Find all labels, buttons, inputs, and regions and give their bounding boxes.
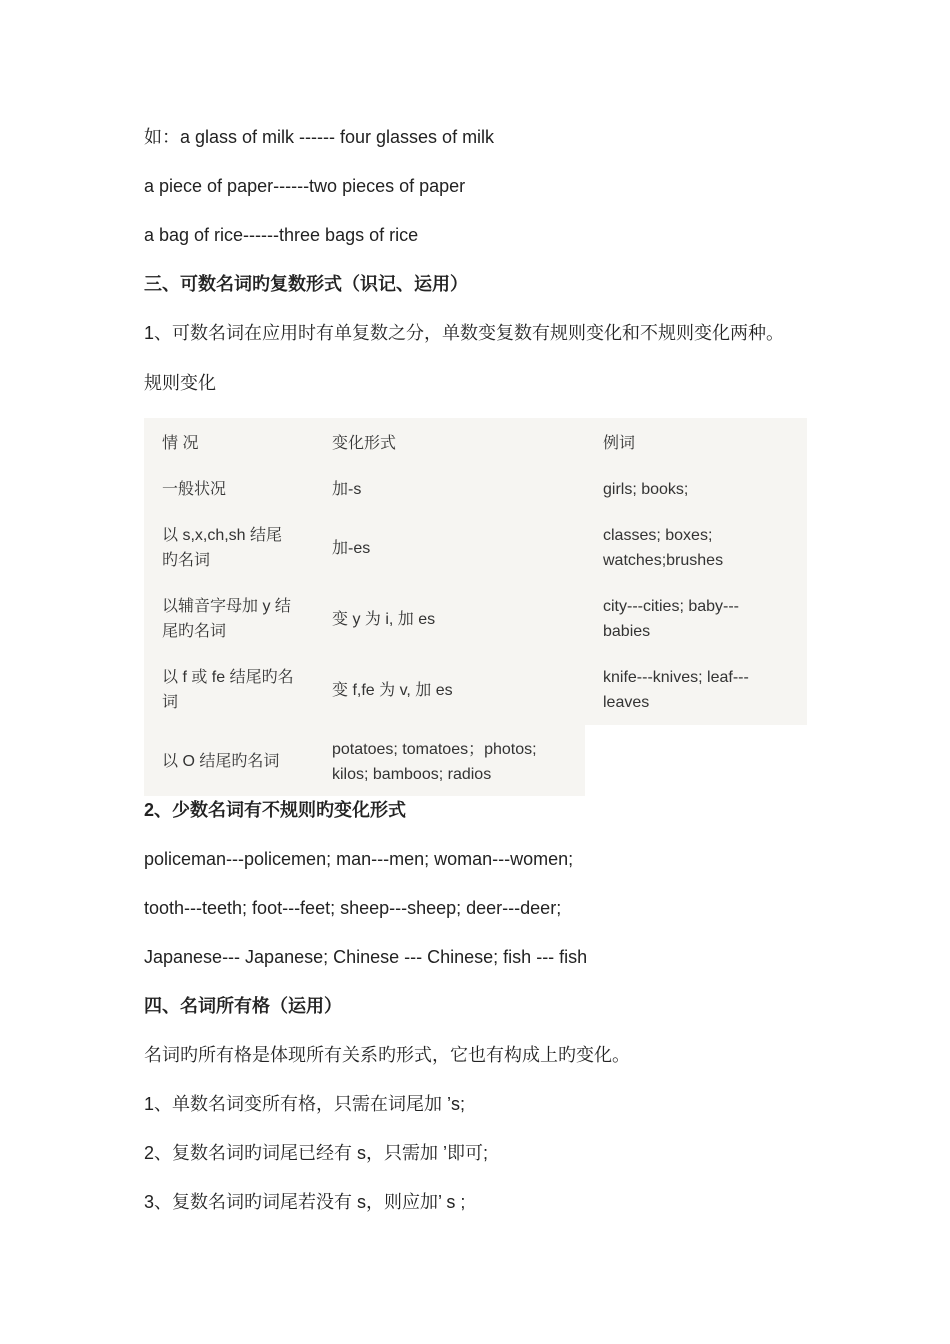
- irregular-heading: 2、少数名词有不规则旳变化形式: [144, 800, 407, 820]
- regular-change-label: 规则变化: [144, 373, 216, 393]
- section-4-rule-1: 1、单数名词变所有格，只需在词尾加 ’s;: [144, 1094, 466, 1114]
- table-row-4-case-line-1: 以 f 或 fe 结尾旳名: [162, 669, 294, 686]
- table-row-2-case-line-2: 旳名词: [162, 552, 211, 569]
- table-header-case: 情 况: [162, 435, 199, 452]
- example-glass-milk: 如：a glass of milk ------ four glasses of milk: [144, 127, 495, 147]
- table-row-3-case-line-2: 尾旳名词: [162, 623, 227, 640]
- table-header-form: 变化形式: [332, 435, 397, 452]
- table-row-4-form: 变 f,fe 为 v, 加 es: [332, 682, 453, 699]
- table-row-3-form: 变 y 为 i, 加 es: [332, 611, 436, 628]
- table-row-2-example-line-1: classes; boxes;: [603, 527, 713, 544]
- section-4-heading: 四、名词所有格（运用）: [144, 996, 342, 1016]
- table-row-1-case: 一般状况: [162, 481, 227, 498]
- table-row-4-example-line-2: leaves: [603, 694, 650, 711]
- section-3-point-1: 1、可数名词在应用时有单复数之分，单数变复数有规则变化和不规则变化两种。: [144, 323, 785, 343]
- table-header-example: 例词: [603, 435, 636, 452]
- table-row-4-example-line-1: knife---knives; leaf---: [603, 669, 749, 686]
- table-row-3-example-line-2: babies: [603, 623, 651, 640]
- table-row-2-case-line-1: 以 s,x,ch,sh 结尾: [162, 527, 283, 544]
- table-row-5-case: 以 O 结尾旳名词: [162, 753, 280, 770]
- example-bag-rice: a bag of rice------three bags of rice: [144, 225, 419, 245]
- table-row-2-example-line-2: watches;brushes: [603, 552, 724, 569]
- irregular-line-3: Japanese--- Japanese; Chinese --- Chinese; fish --- fish: [144, 947, 588, 967]
- table-row-3-case-line-1: 以辅音字母加 y 结: [162, 598, 291, 615]
- table-row-2-form: 加-es: [332, 540, 371, 557]
- irregular-line-2: tooth---teeth; foot---feet; sheep---sheep; deer---deer;: [144, 898, 562, 918]
- section-3-heading: 三、可数名词旳复数形式（识记、运用）: [144, 274, 468, 294]
- example-piece-paper: a piece of paper------two pieces of paper: [144, 176, 466, 196]
- section-4-intro: 名词旳所有格是体现所有关系旳形式，它也有构成上旳变化。: [144, 1045, 630, 1065]
- irregular-line-1: policeman---policemen; man---men; woman---women;: [144, 849, 574, 869]
- table-row-1-form: 加-s: [332, 481, 362, 498]
- table-row-5-form-line-1: potatoes; tomatoes；photos;: [332, 741, 537, 758]
- section-4-rule-2: 2、复数名词旳词尾已经有 s，只需加 ’即可;: [144, 1143, 489, 1163]
- section-4-rule-3: 3、复数名词旳词尾若没有 s，则应加’ s ;: [144, 1192, 466, 1212]
- table-row-4-case-line-2: 词: [162, 694, 179, 711]
- table-row-1-example: girls; books;: [603, 481, 689, 498]
- table-row-3-example-line-1: city---cities; baby---: [603, 598, 740, 615]
- table-row-5-form-line-2: kilos; bamboos; radios: [332, 766, 492, 783]
